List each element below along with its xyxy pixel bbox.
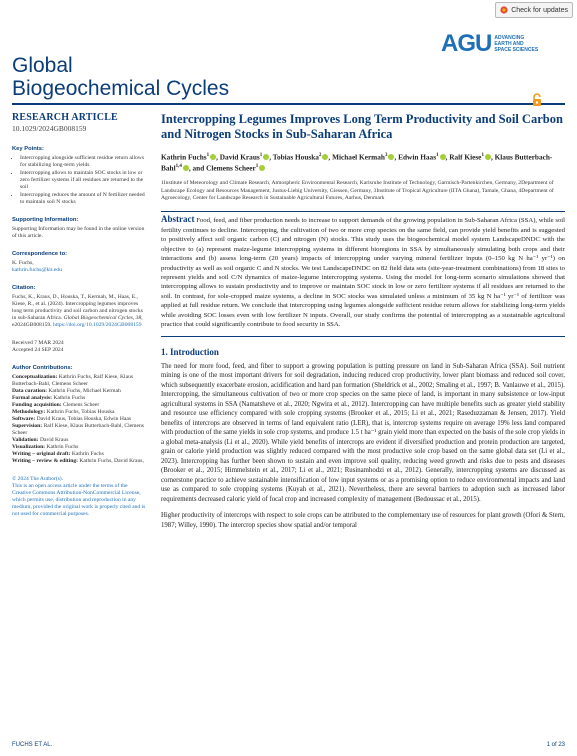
- contribution-role: Visualization:: [12, 444, 46, 450]
- contribution-names: David Kraus: [39, 437, 69, 443]
- affiliations: 1Institute of Meteorology and Climate Research, Atmospheric Environmental Research, Karlsruhe Institute of Technology, Garmisch-Partenkirchen, Germany, 2Department of Landscape Ecology and Resources Management, Justus-Liebig University, Giessen, Germany, 3Institute of Tropical Agriculture (IITA Ghana), Tamale, Ghana, 4Department of Agroecology, Center for Landscape Research in Sustainable Agricultural Futures, Aarhus, Denmark: [161, 179, 554, 202]
- author-name: and Clemens Scheer: [192, 163, 256, 173]
- author-name: Michael Kermah: [332, 152, 385, 162]
- key-point: • Intercropping allows to maintain SOC stocks in low or zero fertilizer systems if all residues are returned to the soil: [20, 170, 147, 191]
- author-affiliation-mark: 1: [206, 153, 210, 158]
- citation-tail: e2024GB008159.: [12, 322, 52, 328]
- abstract: [161, 212, 565, 335]
- contribution-line: [12, 423, 147, 437]
- contribution-names: David Kraus, Tobias Houska, Edwin Haas: [36, 416, 132, 422]
- key-point: • Intercropping reduces the amount of N fertilizer needed to maintain soil N stocks: [20, 192, 147, 206]
- correspondence-name: K. Fuchs,: [12, 260, 34, 266]
- supporting-heading: Supporting Information:: [12, 217, 79, 223]
- journal-title: [12, 54, 229, 100]
- author-affiliation-mark: 1: [481, 153, 484, 158]
- agu-logo: [441, 30, 538, 58]
- contribution-line: [12, 374, 147, 388]
- citation-text: Fuchs, K., Kraus, D., Houska, T., Kermah, M., Haas, E., Kiese, R., et al. (2024). Intercropping legumes improves long term productivity and soil carbon and nitrogen stocks in sub-Saharan Africa.: [12, 294, 143, 321]
- author-affiliation-mark: 1: [255, 164, 259, 170]
- contribution-role: Validation:: [12, 437, 39, 443]
- section-heading-introduction: 1. Introduction: [161, 346, 219, 357]
- check-for-updates-label: Check for updates: [511, 6, 568, 14]
- header-rule: [12, 103, 565, 105]
- journal-title-line-2: Biogeochemical Cycles: [12, 77, 230, 100]
- contribution-names: Kathrin Fuchs: [46, 444, 79, 450]
- contribution-line: [12, 444, 147, 451]
- orcid-icon[interactable]: [183, 165, 189, 171]
- author-affiliation-mark: 2: [318, 153, 322, 158]
- key-points: [12, 146, 147, 206]
- journal-title-line-1: Global: [12, 54, 73, 77]
- license-text[interactable]: This is an open access article under the terms of the Creative Commons Attribution-NonCommercial License, which permits use, distribution and reproduction in any medium, provided the original work is properly cited and is not used for commercial purposes.: [12, 483, 146, 517]
- supporting-text: Supporting Information may be found in the online version of this article.: [12, 226, 145, 239]
- author-affiliation-mark: 1: [259, 153, 263, 158]
- orcid-icon[interactable]: [322, 154, 328, 160]
- dates: [12, 340, 147, 354]
- contributions-heading: Author Contributions:: [12, 365, 73, 371]
- key-points-heading: Key Points:: [12, 146, 44, 152]
- orcid-icon[interactable]: [259, 165, 265, 171]
- orcid-icon[interactable]: [485, 154, 491, 160]
- copyright: © 2024 The Author(s).: [12, 476, 64, 482]
- contribution-line: [12, 388, 147, 395]
- contribution-role: Data curation:: [12, 388, 47, 394]
- citation-journal: Global Biogeochemical Cycles, 38,: [63, 315, 143, 321]
- author-name: David Kraus: [219, 152, 260, 162]
- author-list: Kathrin Fuchs$^1$ , David Kraus$^1$ , Tobias Houska$^2$ , Michael Kermah$^3$ , Edwin Haas$^1$ , Ralf Kiese$^1$ , Klaus Butterbach-Bahl$^{1,4}$ , and Clemens Scheer$^1$: [161, 152, 553, 173]
- citation: [12, 285, 147, 329]
- footer-running-head: FUCHS ET AL.: [12, 742, 53, 748]
- check-for-updates-button[interactable]: [495, 2, 573, 18]
- author-name: Kathrin Fuchs: [161, 152, 207, 162]
- agu-tagline-3: SPACE SCIENCES: [494, 47, 539, 53]
- agu-tagline: [494, 35, 538, 53]
- agu-tagline-2: EARTH AND: [494, 41, 524, 47]
- citation-body: [12, 294, 147, 329]
- contribution-line: [12, 395, 147, 402]
- supporting-information: [12, 217, 147, 240]
- agu-logo-mark: AGU: [441, 30, 492, 57]
- author-name: Edwin Haas: [398, 152, 437, 162]
- author-name: Klaus Butterbach-Bahl: [161, 152, 553, 173]
- footer-page-number: 1 of 23: [546, 742, 565, 748]
- contribution-role: Writing – original draft:: [12, 451, 71, 457]
- contribution-names: Kathrin Fuchs, Tobias Houska: [46, 409, 115, 415]
- article-main: [161, 112, 565, 537]
- contribution-line: [12, 409, 147, 416]
- article-title: Intercropping Legumes Improves Long Term Productivity and Soil Carbon and Nitrogen Stocks in Sub-Saharan Africa: [161, 112, 563, 141]
- orcid-icon[interactable]: [210, 154, 216, 160]
- article-doi[interactable]: 10.1029/2024GB008159: [12, 124, 87, 133]
- contribution-line: [12, 458, 147, 465]
- accepted-date: Accepted 24 SEP 2024: [12, 347, 64, 353]
- orcid-icon[interactable]: [263, 154, 269, 160]
- contribution-role: Methodology:: [12, 409, 46, 415]
- contribution-names: Kathrin Fuchs, Ralf Kiese, Klaus Butterbach-Bahl, Clemens Scheer: [12, 374, 134, 387]
- abstract-label: Abstract: [161, 214, 195, 225]
- contribution-line: [12, 451, 147, 458]
- contribution-names: Kathrin Fuchs, David Kraus,: [79, 458, 144, 464]
- citation-heading: Citation:: [12, 285, 36, 291]
- contribution-role: Software:: [12, 416, 36, 422]
- article-type: RESEARCH ARTICLE: [12, 112, 118, 123]
- contribution-role: Formal analysis:: [12, 395, 52, 401]
- contribution-line: [12, 437, 147, 444]
- contribution-names: Clemens Scheer: [63, 402, 100, 408]
- contribution-line: [12, 416, 147, 423]
- correspondence-email-link[interactable]: kathrin.fuchs@kit.edu: [12, 267, 62, 273]
- license-block: [12, 476, 147, 518]
- body-paragraph: Higher productivity of intercrops with respect to sole crops can be attributed to the complementary use of resources for plant growth (Ofori & Stern, 1987; Willey, 1990). The intercrop species show spatial and/or temporal: [161, 512, 565, 529]
- author-name: Ralf Kiese: [449, 152, 482, 162]
- contribution-role: Conceptualization:: [12, 374, 58, 380]
- contribution-role: Funding acquisition:: [12, 402, 62, 408]
- contribution-role: Writing – review & editing:: [12, 458, 78, 464]
- contribution-names: Kathrin Fuchs: [53, 395, 86, 401]
- correspondence-heading: Correspondence to:: [12, 251, 68, 257]
- contribution-line: [12, 402, 147, 409]
- author-affiliation-mark: 1,4: [175, 164, 182, 170]
- agu-tagline-1: ADVANCING: [494, 35, 525, 41]
- contribution-role: Supervision:: [12, 423, 43, 429]
- citation-doi-link[interactable]: https://doi.org/10.1029/2024GB008159: [53, 322, 142, 328]
- contribution-names: Ralf Kiese, Klaus Butterbach-Bahl, Clemens Scheer: [12, 423, 144, 436]
- author-name: Tobias Houska: [272, 152, 319, 162]
- author-contributions: [12, 365, 147, 465]
- key-points-list: [12, 155, 147, 206]
- contribution-names: Kathrin Fuchs, Michael Kermah: [48, 388, 121, 394]
- orcid-icon[interactable]: [440, 154, 446, 160]
- key-point: • Intercropping alongside sufficient residue return allows for stabilizing long-term yields: [20, 155, 147, 169]
- open-access-lock-icon: [530, 93, 544, 107]
- contribution-names: Kathrin Fuchs: [71, 451, 104, 457]
- author-affiliation-mark: 3: [384, 153, 388, 158]
- abstract-text: Food, feed, and fiber production needs to increase to support demands of the growing population in Sub-Saharan Africa (SSA), while soil fertility continues to decline. Intercropping, the cultivation of two or more crop species on the same field, can provide yield benefits and is suggested to positively affect soil organic carbon (C) and nitrogen (N) stocks. This study uses the biogeochemical model system LandscapeDNDC with the objective to (a) represent maize-legume intercropping systems in different bioregions in SSA by simultaneously simulating both crops and their interactions and (b) assess long-term (20 years) impacts of intercropping under varying mineral fertilizer inputs (0–150 kg N ha⁻¹ yr⁻¹) on productivity as well as soil organic C and N stocks. We test LandscapeDNDC on 82 field data sets (site-year-treatment combinations) from 18 sites to represent yields and soil C/N dynamics of maize-legume intercropping systems. Using the model for long-term scenario simulations showed that intercropping allows to sustain productivity and to improve or maintain SOC stock in low or zero fertilizer systems if all residues are returned to the soil. In contrast, for sole-cropped maize systems, a decline in SOC stocks was simulated unless a minimum of 35 kg N ha⁻¹ yr⁻¹ of fertilizer was applied at full residue return. We conclude that intercropping using legumes alongside sufficient residue return allows for stabilizing long-term yields while avoiding SOC losses even with low fertilizer N inputs. Overall, our study confirms the potential of intercropping as a sustainable agricultural practice that could significantly contribute to food security in SSA.: [161, 217, 566, 329]
- orcid-icon[interactable]: [388, 154, 394, 160]
- author-affiliation-mark: 1: [436, 153, 439, 158]
- received-date: Received 7 MAR 2024: [12, 340, 64, 346]
- abstract-rule-bottom: [161, 336, 565, 337]
- sidebar: [12, 112, 147, 529]
- body-paragraph: The need for more food, feed, and fiber to support a growing population is putting pressure on land in Sub-Saharan Africa (SSA). Soil nutrient mining is one of the most important drivers for soil degradation, inducing reduced crop productivity, lower plant biomass and reduced soil cover, which subsequently exacerbate erosion, acidification and hard pan formation (Sheldrick et al., 2002; Smaling et al., 1997; B. Vanlauwe et al., 2015). Intercropping, the simultaneous cultivation of two or more crop species on the same piece of land, is important in many subsistence or low-input agricultural systems in SSA (Namatsheve et al., 2020; Ngwira et al., 2012). Intercropping can have multiple benefits such as greater yield stability and resource use efficiency compared with sole cropping systems (Brooker et al., 2015; Li et al., 2021; Raseduzzaman & Jensen, 2017). Yield benefits of intercrops are observed in terms of land equivalent ratio (LER), that is, intercrop systems require on average 19% less land compared with production of the same yields in sole crop systems, and produce 1.5 t ha⁻¹ grain yield more than expected on the basis of the sole crop yields in a global meta-analysis (Li et al., 2020). While yield benefits of intercrops are evident if diversified production and protein production are targeted, grain or calorie yield production was slightly reduced compared with the most productive sole crop based on the same global data set (Li et al., 2023). Intercropping has further been shown to sustain and even improve soil quality, reducing weed growth and risks due to pests and diseases (Brooker et al., 2015; Himmelstein et al., 2017; Li et al., 2021; Rusinamhodzi et al., 2012). Generally, intercropping systems are discussed as cornerstone practice to achieve sustainable intensification of low input systems or as a promising option to reduce environmental impacts and land use as compared to sole cropping systems (Kuyah et al., 2021). Nevertheless, there are several barriers to adoption such as increased labor requirements decreased caloric yield of focal crop and increased complexity of management (Bedoussac et al., 2015).: [161, 362, 565, 503]
- check-updates-icon: [500, 6, 508, 14]
- correspondence: [12, 251, 147, 274]
